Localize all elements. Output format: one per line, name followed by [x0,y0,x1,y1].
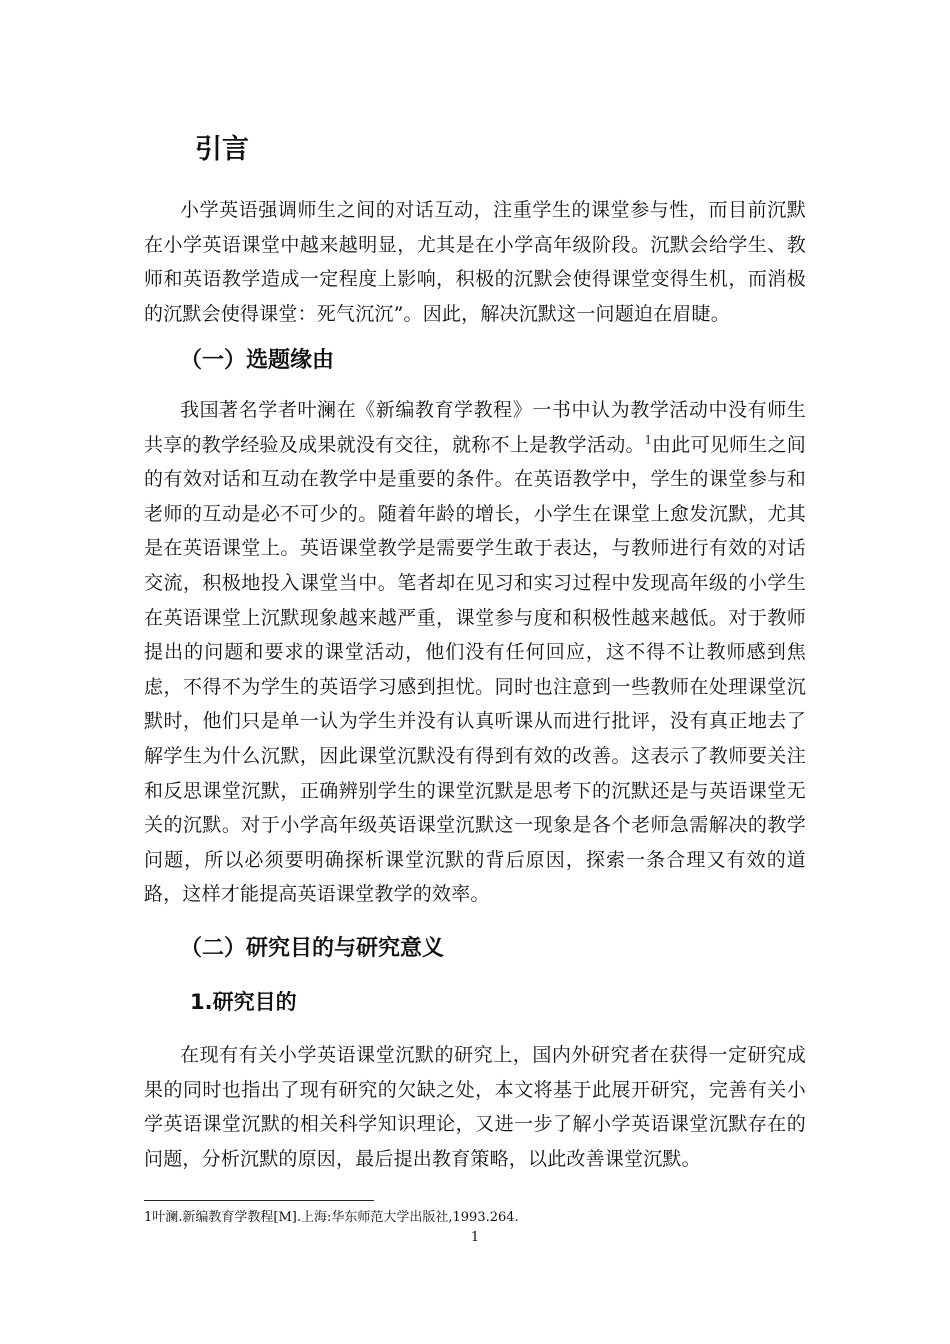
page-number: 1 [470,1230,480,1245]
footnote-text: 1叶澜.新编教育学教程[M].上海:华东师范大学出版社,1993.264. [144,1210,519,1225]
section2-sub1-heading: 1.研究目的 [190,990,297,1014]
intro-heading: 引言 [195,134,249,165]
footnote-reference[interactable]: 1 [644,433,652,447]
intro-paragraph: 小学英语强调师生之间的对话互动，注重学生的课堂参与性，而目前沉默在小学英语课堂中越来越明显，尤其是在小学高年级阶段。沉默会给学生、教师和英语教学造成一定程度上影响，积极的沉默会使得课堂变得生机，而消极的沉默会使得课堂：死气沉沉”。因此，解决沉默这一问题迫在眉睫。 [144,199,806,325]
section2-heading: （二）研究目的与研究意义 [180,936,445,961]
section1-paragraph-part2: 由此可见师生之间的有效对话和互动在教学中是重要的条件。在英语教学中，学生的课堂参与和老师的互动是必不可少的。随着年龄的增长，小学生在课堂上愈发沉默，尤其是在英语课堂上。英语课堂教学是需要学生敢于表达，与教师进行有效的对话交流，积极地投入课堂当中。笔者却在见习和实习过程中发现高年级的小学生在英语课堂上沉默现象越来越严重，课堂参与度和积极性越来越低。对于教师提出的问题和要求的课堂活动，他们没有任何回应，这不得不让教师感到焦虑，不得不为学生的英语学习感到担忧。同时也注意到一些教师在处理课堂沉默时，他们只是单一认为学生并没有认真听课从而进行批评，没有真正地去了解学生为什么沉默，因此课堂沉默没有得到有效的改善。这表示了教师要关注和反思课堂沉默，正确辨别学生的课堂沉默是思考下的沉默还是与英语课堂无关的沉默。对于小学高年级英语课堂沉默这一现象是各个老师急需解决的教学问题，所以必须要明确探析课堂沉默的背后原因，探索一条合理又有效的道路，这样才能提高英语课堂教学的效率。 [144,433,806,906]
section1-paragraph [144,393,806,912]
footnote-separator [144,1200,374,1201]
section1-heading: （一）选题缘由 [180,348,335,373]
section1-paragraph-part1: 我国著名学者叶澜在《新编教育学教程》一书中认为教学活动中没有师生共享的教学经验及成果就没有交往，就称不上是教学活动。 [144,399,806,456]
section2-sub1-paragraph: 在现有有关小学英语课堂沉默的研究上，国内外研究者在获得一定研究成果的同时也指出了现有研究的欠缺之处，本文将基于此展开研究，完善有关小学英语课堂沉默的相关科学知识理论，又进一步了解小学英语课堂沉默存在的问题，分析沉默的原因，最后提出教育策略，以此改善课堂沉默。 [144,1044,806,1170]
